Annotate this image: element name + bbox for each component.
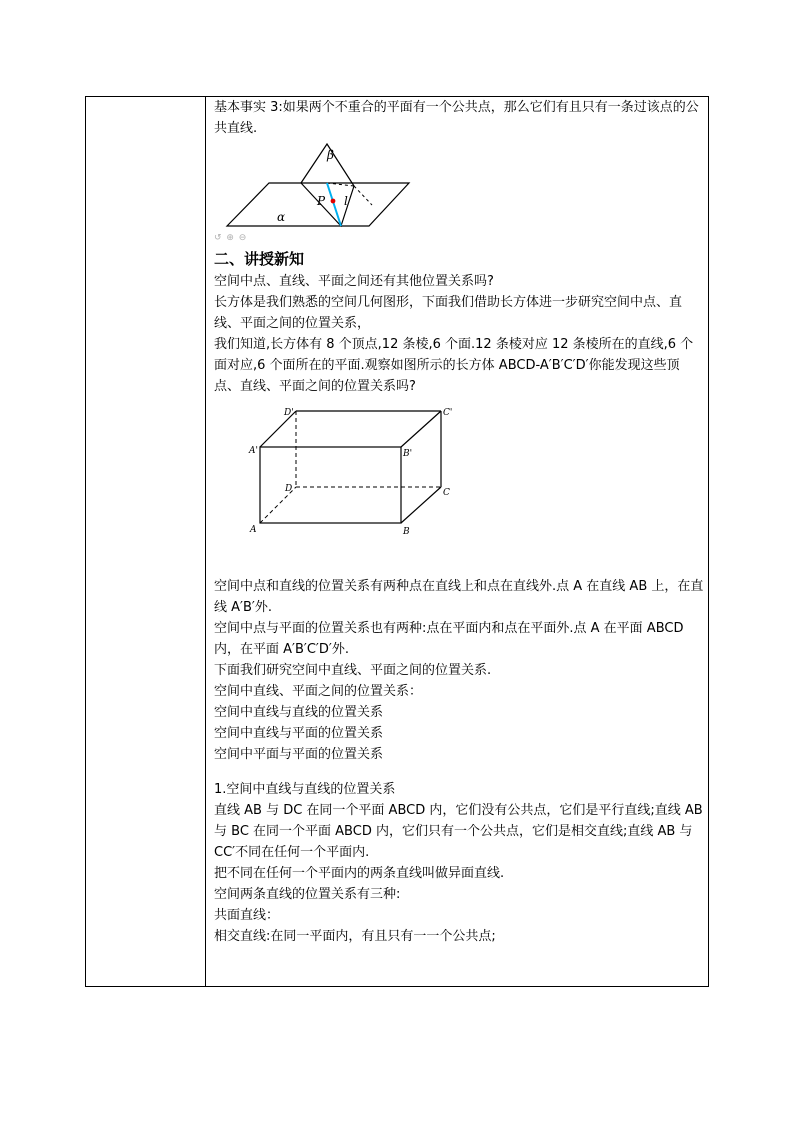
relation-line-3: 下面我们研究空间中直线、平面之间的位置关系. [214,663,492,678]
vertex-a-label: A [250,525,257,535]
vertex-b-label: B [403,527,410,537]
content-cell [214,97,704,947]
lesson-table [85,96,709,987]
vertex-d1-label: D' [284,408,294,418]
relation-line-6: 空间中直线与平面的位置关系 [214,726,384,741]
relation-line-4: 空间中直线、平面之间的位置关系： [214,684,423,699]
line-l-label: l [344,194,348,208]
part1-line-2: 直线 AB 与 DC 在同一个平面 ABCD 内，它们没有公共点，它们是平行直线;直线 AB 与 BC 在同一个平面 ABCD 内，它们只有一个公共点，它们是相交直线;直线 AB 与 CC′不同在任何一个平面内. [214,803,703,860]
beta-label: β [327,148,334,162]
relation-line-2: 空间中点与平面的位置关系也有两种:点在平面内和点在平面外.点 A 在平面 ABCD 内，在平面 A′B′C′D′外. [214,621,684,657]
image-toolbar-icons: ↺ ⊕ ⊖ [214,233,248,243]
relation-line-1: 空间中点和直线的位置关系有两种点在直线上和点在直线外.点 A 在直线 AB 上，在直线 A′B′外. [214,579,704,615]
part1-line-5: 共面直线： [214,908,280,923]
intro-line-3: 我们知道,长方体有 8 个顶点,12 条棱,6 个面.12 条棱对应 12 条棱所在的直线,6 个面对应,6 个面所在的平面.观察如图所示的长方体 ABCD-A′B′C′D′你能发现这些顶点、直线、平面之间的位置关系吗? [214,337,694,394]
blank-line [214,765,704,779]
point-p-label: P [317,194,326,208]
section2-title: 二、讲授新知 [214,250,305,268]
cuboid-figure [214,401,454,566]
intersecting-planes-figure [214,141,414,231]
relation-line-7: 空间中平面与平面的位置关系 [214,747,384,762]
vertex-b1-label: B' [403,449,413,459]
vertex-c1-label: C' [443,408,453,418]
relation-line-5: 空间中直线与直线的位置关系 [214,705,384,720]
vertex-c-label: C [443,488,450,498]
column-divider [205,97,206,986]
part1-title: 1.空间中直线与直线的位置关系 [214,782,396,797]
part1-line-3: 把不同在任何一个平面内的两条直线叫做异面直线. [214,866,505,881]
vertex-d-label: D [285,484,293,494]
alpha-label: α [277,210,286,224]
vertex-a1-label: A' [249,446,258,456]
intro-line-1: 空间中点、直线、平面之间还有其他位置关系吗? [214,274,494,289]
intro-line-2: 长方体是我们熟悉的空间几何图形，下面我们借助长方体进一步研究空间中点、直线、平面之间的位置关系， [214,295,683,331]
part1-line-4: 空间两条直线的位置关系有三种: [214,887,401,902]
fact3-text: 基本事实 3:如果两个不重合的平面有一个公共点，那么它们有且只有一条过该点的公共直线. [214,100,699,136]
part1-line-6: 相交直线:在同一平面内，有且只有一一个公共点; [214,929,496,944]
